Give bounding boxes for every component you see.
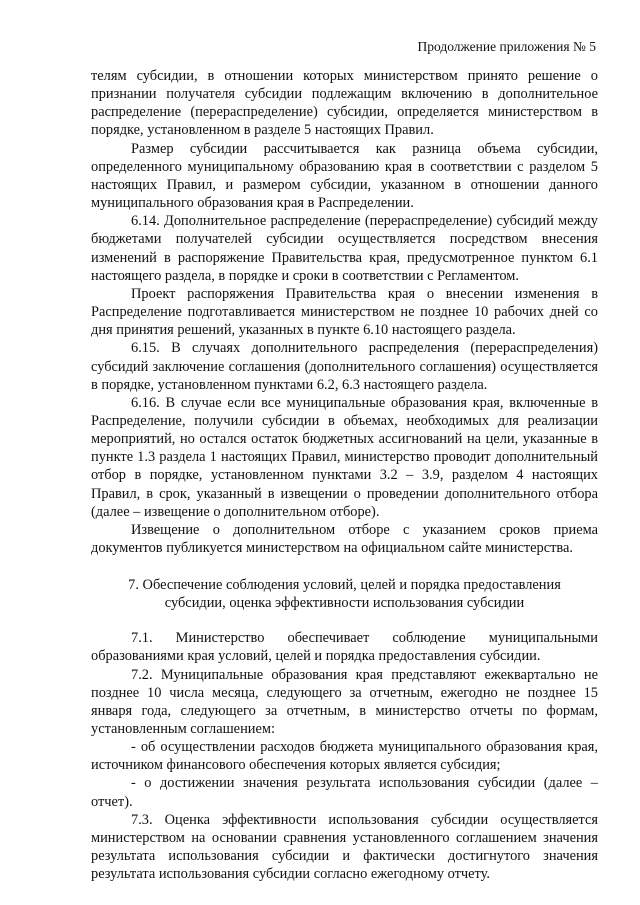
list-item-result: - о достижении значения результата использования субсидии (далее – отчет). [91,775,598,810]
section-7-title: 7. Обеспечение соблюдения условий, целей и порядка предоставления субсидии, оценка эффективности использования субсидии [128,577,561,612]
paragraph-7-1: 7.1. Министерство обеспечивает соблюдение муниципальными образованиями края условий, целей и порядка предоставления субсидии. [91,630,598,665]
page-header-continuation: Продолжение приложения № 5 [417,39,596,54]
paragraph-draft-order: Проект распоряжения Правительства края о внесении изменения в Распределение подготавливается министерством не позднее 10 рабочих дней со дня принятия решений, указанных в пункте 6.10 настоящего раздела. [91,285,598,339]
paragraph-7-2: 7.2. Муниципальные образования края представляют ежеквартально не позднее 10 числа месяца, следующего за отчетным, ежегодно не позднее 15 января года, следующего за отчетным, в министерство отчеты по формам, установленным соглашением: [91,666,598,737]
paragraph-7-3: 7.3. Оценка эффективности использования субсидии осуществляется министерством на основании сравнения установленного соглашением значения результата использования субсидии и фактически достигнутого значения результата использования субсидии согласно ежегодному отчету. [91,811,598,883]
paragraph-6-15: 6.15. В случаях дополнительного распределения (перераспределения) субсидий заключение соглашения (дополнительного соглашения) осуществляется в порядке, установленном пунктами 6.2, 6.3 настоящего раздела. [91,340,598,393]
paragraph-subsidy-size: Размер субсидии рассчитывается как разница объема субсидии, определенного муниципальному образованию края в соответствии с разделом 5 настоящих Правил, и размером субсидии, указанном в отношении данного муниципального образования края в Распределении. [91,140,598,212]
document-body [91,67,598,883]
paragraph-6-14: 6.14. Дополнительное распределение (перераспределение) субсидий между бюджетами получателей субсидии осуществляется посредством внесения изменений в распоряжение Правительства края, предусмотренное пунктом 6.1 настоящего раздела, в порядке и сроки в соответствии с Регламентом. [91,213,598,284]
paragraph-notice: Извещение о дополнительном отборе с указанием сроков приема документов публикуется министерством на официальном сайте министерства. [91,521,598,557]
list-item-expenses: - об осуществлении расходов бюджета муниципального образования края, источником финансового обеспечения которых является субсидия; [91,739,598,774]
paragraph-continued: телям субсидии, в отношении которых министерством принято решение о признании получателя субсидии подлежащим включению в дополнительное распределение (перераспределение) субсидии, определяется министерством в порядке, установленном в разделе 5 настоящих Правил. [91,68,598,139]
paragraph-6-16: 6.16. В случае если все муниципальные образования края, включенные в Распределение, получили субсидии в объемах, необходимых для реализации мероприятий, но остался остаток бюджетных ассигнований на цели, указанные в пункте 1.3 раздела 1 настоящих Правил, министерство проводит дополнительный отбор в порядке, установленном пунктами 3.2 – 3.9, разделом 4 настоящих Правил, в срок, указанный в извещении о проведении дополнительного отбора (далее – извещение о дополнительном отборе). [91,394,598,520]
